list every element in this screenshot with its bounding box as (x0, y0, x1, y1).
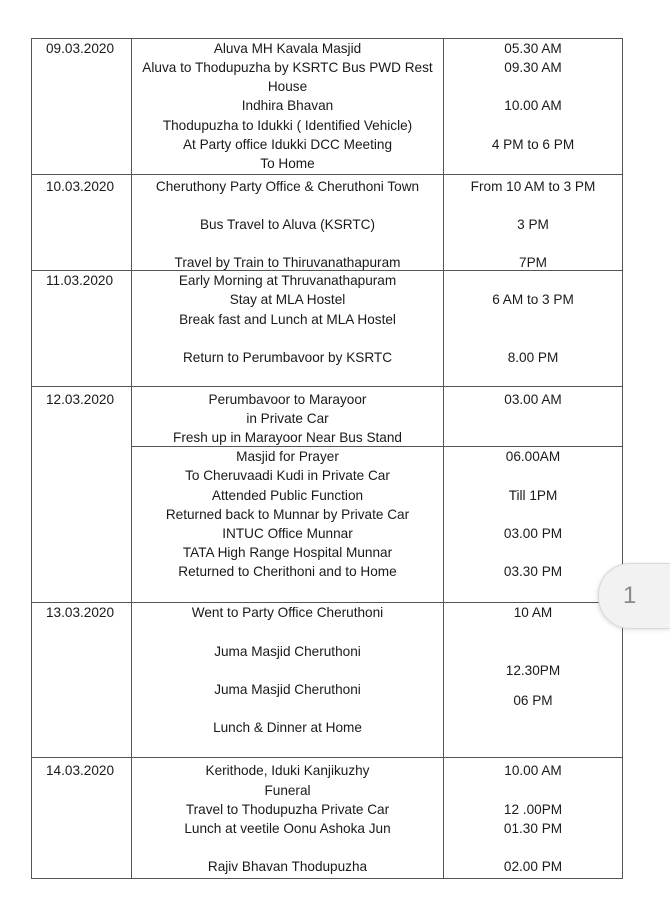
activity-cell (132, 603, 444, 758)
activity-line: House (267, 79, 308, 94)
time-line: Till 1PM (508, 488, 558, 503)
time-line: From 10 AM to 3 PM (470, 179, 596, 194)
table-row (32, 175, 623, 271)
activity-cell (132, 39, 444, 175)
time-line: 7PM (519, 255, 547, 270)
activity-line: Thodupuzha to Idukki ( Identified Vehicle) (162, 118, 413, 133)
time-cell (444, 271, 623, 387)
activity-line: Juma Masjid Cheruthoni (214, 644, 361, 659)
activity-line: At Party office Idukki DCC Meeting (182, 137, 393, 152)
table-row (32, 758, 623, 879)
activity-line: Stay at MLA Hostel (229, 292, 346, 307)
time-line: 05.30 AM (504, 41, 562, 56)
activity-line: Early Morning at Thruvanathapuram (178, 273, 397, 288)
date-cell (32, 39, 132, 175)
schedule-table (31, 38, 623, 879)
date-cell (32, 175, 132, 271)
table-row (32, 39, 623, 175)
date-text: 14.03.2020 (46, 763, 115, 778)
time-cell (444, 175, 623, 271)
date-cell (32, 387, 132, 603)
date-text: 12.03.2020 (46, 392, 115, 407)
time-cell (444, 447, 623, 603)
activity-line: Lunch & Dinner at Home (213, 720, 362, 735)
time-line: 03.30 PM (503, 564, 563, 579)
date-text: 13.03.2020 (46, 605, 115, 620)
activity-cell (132, 271, 444, 387)
activity-line: Masjid for Prayer (236, 449, 339, 464)
time-line: 12.30PM (505, 663, 561, 678)
time-line: 06 PM (513, 693, 553, 708)
table-row (32, 387, 623, 447)
activity-line: Travel to Thodupuzha Private Car (185, 802, 390, 817)
date-text: 10.03.2020 (46, 179, 115, 194)
time-cell (444, 387, 623, 447)
activity-line: Aluva to Thodupuzha by KSRTC Bus PWD Rest (142, 60, 433, 75)
activity-line: Funeral (264, 783, 311, 798)
time-line: 12 .00PM (503, 802, 563, 817)
time-line: 01.30 PM (503, 821, 563, 836)
time-line: 4 PM to 6 PM (491, 137, 575, 152)
activity-line: Fresh up in Marayoor Near Bus Stand (173, 430, 402, 445)
activity-line: Went to Party Office Cheruthoni (191, 605, 384, 620)
activity-line: Rajiv Bhavan Thodupuzha (207, 859, 368, 874)
activity-line: Return to Perumbavoor by KSRTC (182, 350, 393, 365)
activity-line: Perumbavoor to Marayoor (208, 392, 367, 407)
time-line: 03.00 PM (503, 526, 563, 541)
time-line: 3 PM (517, 217, 549, 232)
table-row (32, 603, 623, 758)
date-cell (32, 758, 132, 879)
table-row (32, 271, 623, 387)
date-cell (32, 271, 132, 387)
activity-line: in Private Car (246, 411, 329, 426)
time-cell (444, 39, 623, 175)
time-line: 09.30 AM (504, 60, 562, 75)
time-line: 02.00 PM (503, 859, 563, 874)
time-line: 06.00AM (505, 449, 561, 464)
page-indicator-tab[interactable] (598, 563, 670, 629)
time-line: 6 AM to 3 PM (492, 292, 574, 307)
activity-line: Kerithode, Iduki Kanjikuzhy (205, 763, 370, 778)
activity-line: Aluva MH Kavala Masjid (213, 41, 362, 56)
time-line: 10 AM (513, 605, 553, 620)
activity-line: Lunch at veetile Oonu Ashoka Jun (184, 821, 391, 836)
activity-line: Returned back to Munnar by Private Car (165, 507, 410, 522)
page-number: 1 (623, 582, 637, 609)
activity-cell (132, 175, 444, 271)
date-cell (32, 603, 132, 758)
activity-line: Bus Travel to Aluva (KSRTC) (199, 217, 376, 232)
activity-line: To Home (260, 156, 315, 171)
activity-cell (132, 447, 444, 603)
time-line: 8.00 PM (507, 350, 559, 365)
activity-line: Attended Public Function (211, 488, 364, 503)
activity-line: Cheruthony Party Office & Cheruthoni Town (155, 179, 420, 194)
activity-line: TATA High Range Hospital Munnar (182, 545, 393, 560)
time-line: 10.00 AM (504, 763, 562, 778)
time-line: 03.00 AM (504, 392, 562, 407)
activity-cell (132, 387, 444, 447)
date-text: 11.03.2020 (46, 273, 114, 288)
time-line: 10.00 AM (504, 98, 562, 113)
time-cell (444, 603, 623, 758)
activity-line: Break fast and Lunch at MLA Hostel (179, 312, 396, 327)
activity-line: Returned to Cherithoni and to Home (178, 564, 397, 579)
activity-line: Juma Masjid Cheruthoni (214, 682, 361, 697)
activity-line: INTUC Office Munnar (222, 526, 353, 541)
activity-line: To Cheruvaadi Kudi in Private Car (185, 468, 390, 483)
activity-line: Travel by Train to Thiruvanathapuram (174, 255, 401, 270)
activity-cell (132, 758, 444, 879)
activity-line: Indhira Bhavan (241, 98, 334, 113)
date-text: 09.03.2020 (46, 41, 115, 56)
time-cell (444, 758, 623, 879)
